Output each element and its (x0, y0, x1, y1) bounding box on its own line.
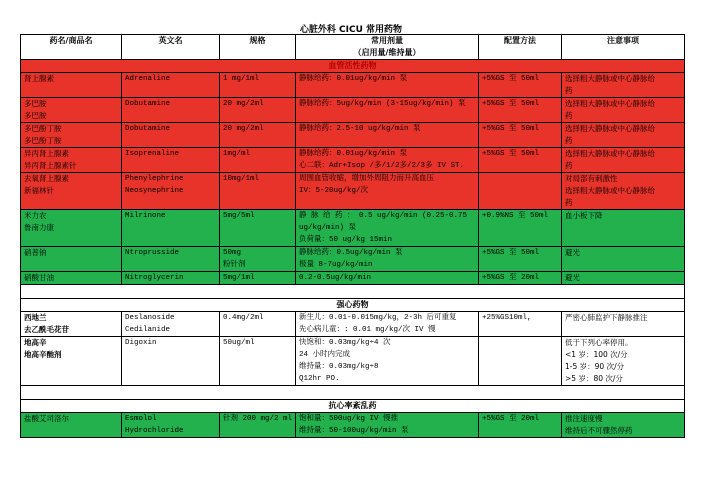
cell-note (562, 210, 685, 247)
drug-dose: 静脉给药：0.01ug/kg/min 泵 (299, 150, 408, 158)
drug-note: 选择粗大静脉或中心静脉给 (565, 99, 656, 108)
cell-dose (296, 312, 479, 337)
drug-dose: 极量 8-7ug/kg/min (299, 261, 373, 269)
col-header-dose-line2: （启用量/维持量） (353, 48, 421, 57)
drug-note: 避光 (565, 248, 581, 257)
drug-name: 多巴酚丁胺 (24, 136, 62, 145)
col-header-dose (296, 35, 479, 60)
table-row (21, 73, 685, 98)
cell-name (21, 173, 122, 210)
drug-note: 血小板下降 (565, 211, 603, 220)
drug-note: 药 (565, 86, 573, 95)
cell-spec (220, 247, 296, 272)
cell-spec (220, 173, 296, 210)
drug-dose: 0.2-0.5ug/kg/min (299, 274, 372, 282)
drug-spec: 粉针剂 (223, 261, 246, 269)
cell-en (122, 73, 220, 98)
drug-name: 地高辛酏剂 (24, 350, 62, 359)
drug-dose: 快饱和：0.03mg/kg÷4 次 (299, 339, 391, 347)
cell-spec (220, 337, 296, 386)
col-header-spec: 规格 (220, 35, 296, 60)
cell-spec (220, 413, 296, 438)
drug-spec: 5mg/5ml (223, 212, 255, 220)
drug-note: 选择粗大静脉或中心静脉给 (565, 74, 656, 83)
cell-dose (296, 73, 479, 98)
drug-name: 盐酸艾司洛尔 (24, 414, 69, 423)
drug-dose: IV：5-20ug/kg/次 (299, 187, 369, 195)
drug-note: 1-5 岁：90 次/分 (565, 362, 625, 371)
cell-name (21, 73, 122, 98)
drug-note: 低于下列心率停用。 (565, 338, 633, 347)
cell-en (122, 312, 220, 337)
drug-name: 新福林针 (24, 186, 54, 195)
drug-note: 对局部有刺激性 (565, 174, 618, 183)
drug-en-name: Cedilanide (125, 326, 171, 334)
drug-dose: 负荷量：50 ug/kg 15min (299, 236, 393, 244)
cell-prep: +5%GS 至 50ml (479, 247, 562, 272)
drug-spec: 20 mg/2ml (223, 100, 264, 108)
cell-dose (296, 148, 479, 173)
drug-name: 鲁南力康 (24, 223, 54, 232)
drug-dose: 饱和量：500ug/kg IV 慢推 (299, 415, 399, 423)
drug-spec: 50ug/ml (223, 339, 255, 347)
cell-note (562, 73, 685, 98)
cell-spec (220, 73, 296, 98)
cell-prep: +5%GS 至 50ml (479, 98, 562, 123)
col-header-prep: 配置方法 (479, 35, 562, 60)
drug-dose: 新生儿：0.01-0.015mg/kg，2-3h 后可重复 (299, 314, 457, 322)
cell-en (122, 98, 220, 123)
table-row (21, 210, 685, 247)
cell-note (562, 413, 685, 438)
cell-en (122, 272, 220, 285)
cell-note (562, 98, 685, 123)
cell-en (122, 123, 220, 148)
drug-en-name: Dobutamine (125, 125, 171, 133)
cell-dose (296, 272, 479, 285)
cell-spec (220, 272, 296, 285)
drug-note: 选择粗大静脉或中心静脉给 (565, 186, 656, 195)
cell-prep: +5%GS 至 50ml (479, 73, 562, 98)
cell-name (21, 247, 122, 272)
drug-spec: 20 mg/2ml (223, 125, 264, 133)
drug-dose: 心二联：Adr+Isop /多/1/2多/2/3多 IV ST. (299, 162, 465, 170)
cell-en (122, 247, 220, 272)
blank-cell (21, 285, 685, 299)
drug-dose: 静 脉 给 药 ： 0.5 ug/kg/min (0.25-0.75 (299, 212, 468, 220)
col-header-name: 药名/商品名 (21, 35, 122, 60)
table-row (21, 173, 685, 210)
drug-name: 地高辛 (24, 338, 47, 347)
cell-name (21, 337, 122, 386)
drug-dose: 维持量：50-100ug/kg/min 泵 (299, 427, 409, 435)
drug-en-name: Hydrochloride (125, 427, 184, 435)
cell-name (21, 210, 122, 247)
cell-prep (479, 173, 562, 210)
cell-en (122, 413, 220, 438)
drug-en-name: Esmolol (125, 415, 157, 423)
blank-cell (21, 386, 685, 400)
col-header-dose-line1: 常用剂量 (371, 36, 404, 45)
drug-name: 异丙肾上腺素 (24, 149, 69, 158)
drug-note: 药 (565, 161, 573, 170)
cell-dose (296, 98, 479, 123)
drug-note: 严密心肺监护下静脉推注 (565, 313, 648, 322)
drug-spec: 5mg/1ml (223, 274, 255, 282)
drug-spec: 10mg/1ml (223, 175, 260, 183)
drug-note: 推注速度慢 (565, 414, 603, 423)
drug-en-name: Deslanoside (125, 314, 175, 322)
document-title: 心脏外科 CICU 常用药物 (299, 25, 403, 35)
drug-name: 硝普钠 (24, 248, 47, 257)
drug-spec: 针剂 200 mg/2 ml (223, 415, 293, 423)
cell-prep: +25%GS10ml, (479, 312, 562, 337)
cell-spec (220, 312, 296, 337)
section-row (21, 299, 685, 312)
cell-note (562, 123, 685, 148)
cell-prep: +0.9%NS 至 50ml (479, 210, 562, 247)
cell-en (122, 337, 220, 386)
drug-en-name: Phenylephrine (125, 175, 184, 183)
cell-spec (220, 98, 296, 123)
drug-dose: 静脉给药：5ug/kg/min (3-15ug/kg/min) 泵 (299, 100, 466, 108)
drug-dose: Q12hr PO. (299, 375, 340, 383)
drug-name: 异丙肾上腺素针 (24, 161, 77, 170)
drug-note: 药 (565, 198, 573, 207)
table-row (21, 123, 685, 148)
drug-name: 去氧肾上腺素 (24, 174, 69, 183)
cell-prep (479, 337, 562, 386)
cell-dose (296, 247, 479, 272)
drug-en-name: Neosynephrine (125, 187, 184, 195)
cell-dose (296, 123, 479, 148)
drug-spec: 1 mg/1ml (223, 75, 260, 83)
section-title: 强心药物 (21, 299, 685, 312)
cell-dose (296, 413, 479, 438)
section-row (21, 400, 685, 413)
drug-name: 米力农 (24, 211, 47, 220)
blank-row (21, 386, 685, 400)
table-header-row (21, 35, 685, 60)
drug-dose: 先心病儿童：: 0.01 mg/kg/次 IV 慢 (299, 326, 436, 334)
drug-spec: 1mg/ml (223, 150, 251, 158)
table-row (21, 148, 685, 173)
drug-name: 多巴胺 (24, 111, 47, 120)
drug-dose: 周围血管收缩，增加外周阻力而升高血压 (299, 175, 435, 183)
cell-name (21, 413, 122, 438)
section-title: 血管活性药物 (21, 60, 685, 73)
cell-dose (296, 173, 479, 210)
drug-name: 多巴酚丁胺 (24, 124, 62, 133)
cell-note (562, 337, 685, 386)
cell-name (21, 148, 122, 173)
cell-name (21, 98, 122, 123)
drug-dose: 静脉给药：0.01ug/kg/min 泵 (299, 75, 408, 83)
cell-name (21, 123, 122, 148)
drug-dose: 静脉给药：0.5ug/kg/min 泵 (299, 249, 403, 257)
cell-en (122, 173, 220, 210)
drug-en-name: Adrenaline (125, 75, 171, 83)
cell-spec (220, 148, 296, 173)
cell-spec (220, 123, 296, 148)
cell-prep: +5%GS 至 20ml (479, 413, 562, 438)
drug-note: 选择粗大静脉或中心静脉给 (565, 124, 656, 133)
drug-note: <1 岁：100 次/分 (565, 350, 628, 359)
drug-en-name: Ntroprusside (125, 249, 180, 257)
drug-name: 西地兰 (24, 313, 47, 322)
cell-spec (220, 210, 296, 247)
cell-name (21, 312, 122, 337)
cell-name (21, 272, 122, 285)
drug-en-name: Isoprenaline (125, 150, 180, 158)
cell-note (562, 247, 685, 272)
cell-prep: +5%GS 至 20ml (479, 272, 562, 285)
section-row (21, 60, 685, 73)
table-row (21, 272, 685, 285)
col-header-note: 注意事项 (562, 35, 685, 60)
drug-name: 多巴胺 (24, 99, 47, 108)
drug-dose: 维持量：0.03mg/kg÷8 (299, 363, 379, 371)
cell-note (562, 272, 685, 285)
drug-en-name: Milrinone (125, 212, 166, 220)
drug-spec: 50mg (223, 249, 242, 257)
drug-note: 维持后不可骤然停药 (565, 426, 633, 435)
table-row (21, 337, 685, 386)
drug-dose: 静脉给药：2.5-10 ug/kg/min 泵 (299, 125, 421, 133)
drug-name: 肾上腺素 (24, 74, 54, 83)
drug-en-name: Nitroglycerin (125, 274, 184, 282)
drug-dose: 24 小时内完成 (299, 351, 351, 359)
drug-name: 去乙酰毛花苷 (24, 325, 69, 334)
drug-note: 药 (565, 136, 573, 145)
table-row (21, 247, 685, 272)
drug-note: 选择粗大静脉或中心静脉给 (565, 149, 656, 158)
cell-note (562, 312, 685, 337)
cell-note (562, 173, 685, 210)
drug-dose: ug/kg/min) 泵 (299, 224, 357, 232)
table-row (21, 312, 685, 337)
cell-dose (296, 210, 479, 247)
drug-note: 避光 (565, 273, 581, 282)
drug-en-name: Dobutamine (125, 100, 171, 108)
cell-note (562, 148, 685, 173)
drug-table (20, 34, 685, 438)
cell-en (122, 210, 220, 247)
cell-prep: +5%GS 至 50ml (479, 123, 562, 148)
cell-en (122, 148, 220, 173)
drug-note: >5 岁：80 次/分 (565, 374, 623, 383)
drug-en-name: Digoxin (125, 339, 157, 347)
table-row (21, 413, 685, 438)
section-title: 抗心率紊乱药 (21, 400, 685, 413)
cell-prep: +5%GS 至 50ml (479, 148, 562, 173)
drug-note: 药 (565, 111, 573, 120)
drug-name: 硝酸甘油 (24, 273, 54, 282)
table-row (21, 98, 685, 123)
drug-spec: 0.4mg/2ml (223, 314, 264, 322)
col-header-en: 英文名 (122, 35, 220, 60)
cell-dose (296, 337, 479, 386)
blank-row (21, 285, 685, 299)
